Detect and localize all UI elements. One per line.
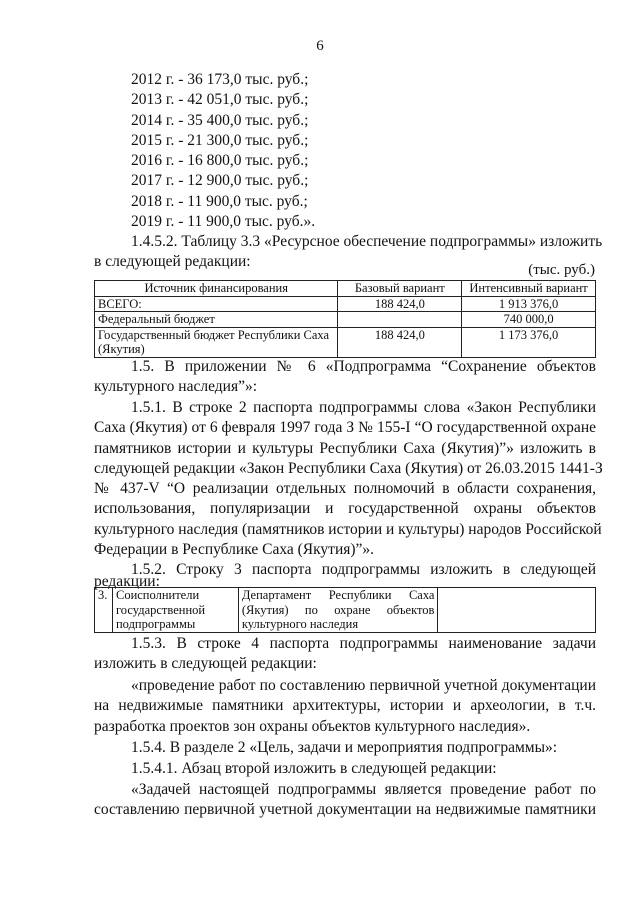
column-header: Интенсивный вариант bbox=[462, 281, 596, 297]
year-line: 2017 г. - 12 900,0 тыс. руб.; bbox=[131, 172, 309, 190]
year-line: 2014 г. - 35 400,0 тыс. руб.; bbox=[131, 111, 309, 129]
year-line: 2012 г. - 36 173,0 тыс. руб.; bbox=[131, 71, 309, 88]
years-list bbox=[94, 70, 596, 232]
paragraph-151: 1.5.1. В строке 2 паспорта подпрограммы слова «Закон Республики Саха (Якутия) от 6 февраля 1997 года З № 155-I “О государственной охране памятников истории и культуры Республики Саха (Якутия)”» изложить в следующей редакции «Закон Республики Саха (Якутия) от 26.03.2015 1441-З № 437-V “О реализации отдельных полномочий в области сохранения, использования, популяризации и государственной охраны объектов культурного наследия (памятников истории и культуры) народов Российской Федерации в Республике Саха (Якутия)”». bbox=[94, 399, 603, 559]
page-number: 6 bbox=[316, 38, 324, 54]
table-header-row bbox=[95, 281, 596, 297]
year-line: 2016 г. - 16 800,0 тыс. руб.; bbox=[131, 152, 309, 170]
paragraph-152-tail: редакции: bbox=[94, 573, 160, 590]
column-header: Базовый вариант bbox=[338, 281, 462, 297]
paragraph-154: 1.5.4. В разделе 2 «Цель, задачи и мероприятия подпрограммы»: bbox=[131, 739, 558, 756]
year-line: 2018 г. - 11 900,0 тыс. руб.; bbox=[131, 192, 308, 210]
empty-cell bbox=[438, 588, 596, 633]
paragraph-153: 1.5.3. В строке 4 паспорта подпрограммы наименование задачи изложить в следующей редакции: bbox=[94, 635, 596, 673]
table-row: Государственный бюджет Республики Саха (Якутия) 188 424,0 1 173 376,0 bbox=[95, 327, 596, 357]
row-value: Департамент Республики Саха (Якутия) по охране объектов культурного наследия bbox=[238, 588, 438, 633]
paragraph-1541: 1.5.4.1. Абзац второй изложить в следующей редакции: bbox=[131, 760, 497, 777]
row-label: Соисполнители государственной подпрограммы bbox=[112, 588, 238, 633]
paragraph-153-quote: «проведение работ по составлению первичной учетной документации на недвижимые памятники архитектуры, истории и археологии, в т.ч. разработка проектов зон охраны объектов культурного наследия». bbox=[94, 677, 596, 735]
unit-label: (тыс. руб.) bbox=[528, 262, 595, 278]
table-row: ВСЕГО: 188 424,0 1 913 376,0 bbox=[95, 296, 596, 312]
table-row bbox=[95, 588, 596, 633]
year-line: 2019 г. - 11 900,0 тыс. руб.». bbox=[131, 213, 316, 231]
column-header: Источник финансирования bbox=[95, 281, 338, 297]
resource-table bbox=[94, 280, 596, 358]
paragraph-15: 1.5. В приложении № 6 «Подпрограмма “Сохранение объектов культурного наследия”»: bbox=[94, 358, 596, 396]
table-row: Федеральный бюджет 740 000,0 bbox=[95, 312, 596, 328]
year-line: 2015 г. - 21 300,0 тыс. руб.; bbox=[131, 131, 309, 149]
paragraph-152: 1.5.2. Строку 3 паспорта подпрограммы изложить в следующей bbox=[131, 561, 596, 578]
paragraph-1541-quote: «Задачей настоящей подпрограммы является проведение работ по составлению первичной учетной документации на недвижимые памятники bbox=[94, 781, 596, 819]
paragraph-1452: 1.4.5.2. Таблицу 3.3 «Ресурсное обеспечение подпрограммы» изложить в следующей редакции: bbox=[94, 233, 603, 271]
row-number: 3. bbox=[95, 588, 113, 633]
passport-row-table bbox=[94, 587, 596, 633]
year-line: 2013 г. - 42 051,0 тыс. руб.; bbox=[131, 91, 309, 109]
